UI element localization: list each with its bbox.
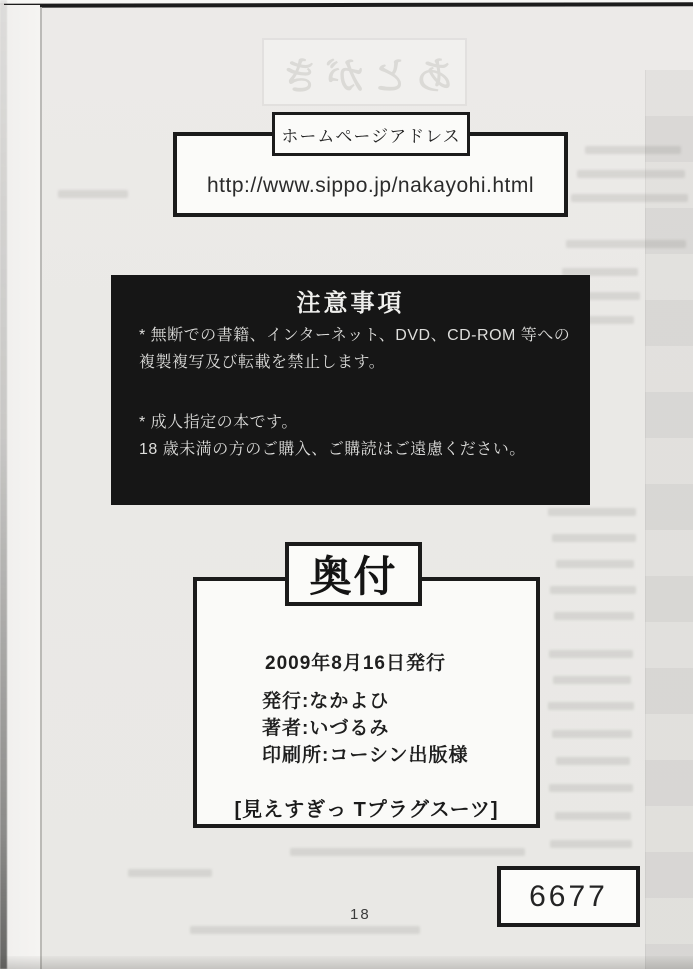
notice-line-2: 複製複写及び転載を禁止します。 (139, 354, 386, 371)
bleedthrough-text-line (548, 508, 636, 516)
bleedthrough-afterword-title: あとがき (274, 55, 455, 98)
bleedthrough-text-line (190, 926, 420, 934)
homepage-address-label-box (272, 112, 470, 156)
bleedthrough-text-line (566, 240, 686, 248)
bleedthrough-text-line (555, 812, 631, 820)
page-fold-line (40, 7, 42, 969)
bleedthrough-text-line (550, 586, 636, 594)
homepage-url: http://www.sippo.jp/nakayohi.html (207, 174, 534, 197)
bleedthrough-text-line (290, 848, 525, 856)
colophon-author: 著者:いづるみ (262, 718, 390, 739)
serial-number-box (497, 866, 640, 927)
bleedthrough-text-line (128, 869, 212, 877)
notice-title: 注意事項 (296, 290, 405, 317)
bleedthrough-text-line (585, 146, 681, 154)
notice-line-1: * 無断での書籍、インターネット、DVD、CD-ROM 等への (139, 327, 571, 344)
homepage-address-label: ホームページアドレス (281, 126, 461, 146)
bleedthrough-text-line (556, 560, 634, 568)
scan-bottom-edge (0, 956, 693, 969)
notice-line-4: 18 歳未満の方のご購入、ご購読はご遠慮ください。 (139, 441, 526, 458)
bleedthrough-text-line (556, 757, 630, 765)
serial-number: 6677 (529, 879, 608, 913)
notice-line-3: * 成人指定の本です。 (139, 414, 298, 431)
bleedthrough-text-line (548, 702, 634, 710)
bleedthrough-text-line (553, 676, 631, 684)
colophon-printer: 印刷所:コーシン出版様 (262, 745, 469, 766)
bleedthrough-text-line (577, 170, 685, 178)
colophon-title: 奥付 (309, 553, 398, 600)
bleedthrough-text-line (554, 612, 634, 620)
colophon-publisher: 発行:なかよひ (262, 691, 390, 712)
bleedthrough-text-line (549, 650, 633, 658)
colophon-book-title: [見えすぎっ Tプラグスーツ] (234, 799, 499, 821)
bleedthrough-text-line (552, 534, 636, 542)
page-number: 18 (350, 906, 371, 923)
bleedthrough-text-line (571, 194, 688, 202)
scan-left-edge-shadow (0, 0, 7, 969)
colophon-date: 2009年8月16日発行 (265, 653, 446, 674)
bleedthrough-text-line (549, 784, 633, 792)
bleedthrough-text-line (552, 730, 632, 738)
bleedthrough-panel-column (645, 70, 693, 969)
bleedthrough-text-line (550, 840, 632, 848)
bleedthrough-text-line (58, 190, 128, 198)
scan-top-rule (4, 2, 693, 7)
notice-box (111, 275, 590, 505)
bleedthrough-title-box (262, 38, 467, 106)
colophon-title-box (285, 542, 422, 606)
